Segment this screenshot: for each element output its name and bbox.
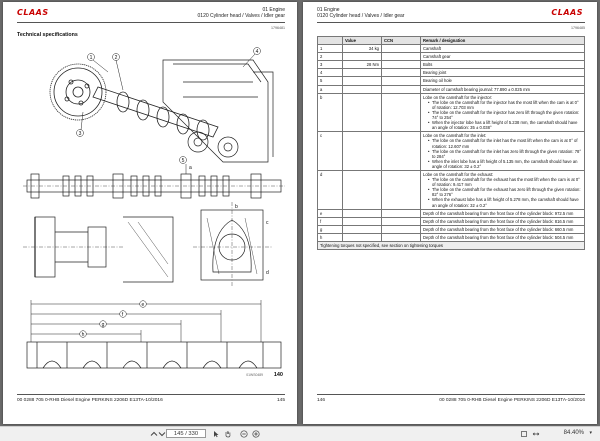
callout-c: c — [266, 220, 269, 226]
remark-text: Camshaft — [423, 46, 441, 52]
callout-f: f — [121, 311, 124, 318]
dimension-a — [186, 164, 192, 174]
table-row — [318, 53, 585, 61]
fit-width-button[interactable] — [532, 429, 540, 438]
camshaft-gear-drawing — [50, 64, 106, 120]
cell-value — [343, 85, 382, 93]
claas-logo: CLAAS — [17, 8, 49, 17]
zoom-level[interactable]: 84.40% — [563, 430, 584, 436]
page-number-bold: 140 — [273, 372, 283, 378]
remark-text: Lobe on the camshaft for the exhaust: — [423, 171, 494, 177]
remark-text: Depth of the camshaft bearing from the front face of the cylinder block: 972.5 mm — [423, 210, 574, 216]
cell-value — [343, 53, 382, 61]
cell-id: c — [318, 132, 343, 171]
table-row — [318, 233, 585, 241]
ref-code: 1796481 — [271, 26, 285, 30]
table-row — [318, 85, 585, 93]
footer-rule — [17, 394, 285, 395]
callout-1: 1 — [89, 54, 93, 61]
cell-remark — [421, 85, 585, 93]
cell-remark — [421, 225, 585, 233]
remark-bullets — [428, 138, 582, 169]
gear-section-view — [23, 217, 173, 282]
table-row — [318, 61, 585, 69]
camshaft-technical-drawing — [23, 42, 285, 372]
cell-value — [343, 132, 382, 171]
section-title: Technical specifications — [17, 32, 78, 38]
zoom-out-button[interactable] — [240, 429, 248, 438]
cell-remark — [421, 132, 585, 171]
remark-text: Bolts — [423, 62, 433, 68]
footer-rule — [317, 394, 585, 395]
footer-page-number: 146 — [317, 398, 326, 403]
arrow-down-icon — [158, 430, 166, 438]
table-row — [318, 93, 585, 132]
cell-value — [343, 209, 382, 217]
remark-bullet: • The lobe on the camshaft for the injector has the most lift when the cam is at 0° of rotation: 12.703 mm — [428, 100, 582, 110]
cam-lobe-profile — [193, 202, 273, 287]
cell-id: e — [318, 209, 343, 217]
drawing-callouts — [77, 48, 261, 164]
remark-bullet: • The lobe on the camshaft for the inlet has zero lift through the given rotation: 78° to 284° — [428, 149, 582, 159]
remark-bullet: • When the inlet lobe has a lift height of 5.135 mm, the camshaft should have an angle of rotation: 32 ± 0.2° — [428, 159, 582, 169]
callout-e: e — [141, 301, 145, 308]
depth-dimensions — [31, 300, 261, 342]
cell-remark — [421, 233, 585, 241]
cell-ccn — [382, 53, 421, 61]
cylinder-block-drawing — [163, 60, 273, 162]
cell-ccn — [382, 85, 421, 93]
cell-value — [343, 69, 382, 77]
spec-table — [317, 36, 585, 250]
lobe-callouts — [235, 204, 269, 276]
claas-logo: CLAAS — [551, 8, 583, 17]
header-rule — [317, 22, 585, 23]
cell-id: 3 — [318, 61, 343, 69]
cell-remark — [421, 217, 585, 225]
remark-text: Depth of the camshaft bearing from the front face of the cylinder block: 504.5 mm — [423, 234, 574, 240]
cell-value — [343, 77, 382, 85]
next-page-button[interactable] — [158, 429, 166, 438]
callout-5: 5 — [181, 157, 185, 164]
callout-2: 2 — [114, 54, 118, 61]
right-page-header — [317, 7, 404, 19]
col-value: Value — [343, 37, 382, 45]
cell-ccn — [382, 45, 421, 53]
cell-id: b — [318, 93, 343, 132]
callout-4: 4 — [255, 48, 259, 55]
fit-page-icon — [520, 430, 528, 438]
left-page-header — [198, 7, 285, 19]
depth-callouts — [80, 301, 147, 338]
cell-id: 1 — [318, 45, 343, 53]
cell-remark — [421, 69, 585, 77]
figure-ref: 01WS0489 — [246, 373, 263, 377]
cell-ccn — [382, 217, 421, 225]
table-row — [318, 209, 585, 217]
remark-text: Bearing oil hole — [423, 78, 452, 84]
cell-remark — [421, 77, 585, 85]
remark-bullet: • The lobe on the camshaft for the exhaust has the most lift when the cam is at 0° of rotation: 9.417 mm — [428, 177, 582, 187]
header-section: 0120 Cylinder head / Valves / Idler gear — [197, 13, 285, 20]
minus-circle-icon — [240, 430, 248, 438]
fit-width-icon — [532, 430, 540, 438]
header-section: 0120 Cylinder head / Valves / Idler gear — [317, 13, 405, 20]
prev-page-button[interactable] — [150, 429, 158, 438]
cell-id: h — [318, 233, 343, 241]
remark-bullet: • When the exhaust lobe has a lift height of 5.278 mm, the camshaft should have an angle of rotation: 32 ± 0.2° — [428, 197, 582, 207]
cell-ccn — [382, 132, 421, 171]
callout-g: g — [101, 321, 105, 328]
remark-bullet: • The lobe on the camshaft for the exhaust has zero lift through the given rotation: 82° to 276° — [428, 187, 582, 197]
cell-value: 34 kg — [343, 45, 382, 53]
footer-doc-id: 00 0288 705 0-RHB Diesel Engine PERKINS 2206D E13TA-10/2016 — [439, 398, 585, 403]
callout-h: h — [81, 331, 85, 338]
cell-ccn — [382, 209, 421, 217]
cell-id: f — [318, 217, 343, 225]
header-rule — [17, 22, 285, 23]
table-footer-note: Tightening torques not specified, see section on tightening torques — [318, 242, 585, 250]
cell-remark — [421, 209, 585, 217]
cell-id: a — [318, 85, 343, 93]
ref-code: 1796485 — [571, 26, 585, 30]
callout-3: 3 — [78, 130, 82, 137]
fit-page-button[interactable] — [520, 429, 528, 438]
table-row — [318, 225, 585, 233]
pointer-tool-button[interactable] — [212, 429, 220, 438]
remark-bullet: • The lobe on the camshaft for the inlet has the most lift when the cam is at 0° of rotation: 12.607 mm — [428, 138, 582, 148]
arrow-up-icon — [150, 430, 158, 438]
right-page — [303, 2, 597, 424]
page-number-input[interactable]: 145 / 330 — [166, 429, 206, 438]
left-page — [3, 2, 297, 424]
remark-text: Depth of the camshaft bearing from the front face of the cylinder block: 660.5 mm — [423, 226, 574, 232]
remark-text: Lobe on the camshaft for the inlet: — [423, 133, 487, 139]
header-chapter: 01 Engine — [262, 7, 285, 13]
table-row — [318, 132, 585, 171]
remark-text: Lobe on the camshaft for the injector: — [423, 94, 493, 100]
cell-ccn — [382, 233, 421, 241]
camshaft-side-view — [23, 174, 285, 198]
cell-value — [343, 170, 382, 209]
cell-remark — [421, 53, 585, 61]
cell-ccn — [382, 170, 421, 209]
cell-value — [343, 217, 382, 225]
remark-text: Diameter of camshaft bearing journal: 77.890 ± 0.025 mm — [423, 86, 531, 92]
remark-bullet: • The lobe on the camshaft for the injector has zero lift through the given rotation: 74° to 254° — [428, 110, 582, 120]
header-chapter: 01 Engine — [317, 7, 340, 13]
cylinder-block-bottom — [27, 342, 281, 368]
remark-bullets — [428, 100, 582, 131]
footer-page-number: 145 — [276, 398, 285, 403]
col-id — [318, 37, 343, 45]
col-remark: Remark / designation — [421, 37, 585, 45]
pdf-viewer-toolbar — [0, 426, 600, 441]
table-row — [318, 45, 585, 53]
col-ccn: CCN — [382, 37, 421, 45]
cell-value — [343, 93, 382, 132]
cell-id: 2 — [318, 53, 343, 61]
table-footer-row — [318, 242, 585, 250]
cell-value: 28 Nm — [343, 61, 382, 69]
remark-bullets — [428, 177, 582, 208]
cell-ccn — [382, 61, 421, 69]
cell-id: g — [318, 225, 343, 233]
cell-ccn — [382, 225, 421, 233]
table-row — [318, 77, 585, 85]
remark-text: Camshaft gear — [423, 54, 451, 60]
table-row — [318, 170, 585, 209]
cell-id: 5 — [318, 77, 343, 85]
cell-ccn — [382, 93, 421, 132]
cursor-icon — [212, 430, 220, 438]
cell-ccn — [382, 77, 421, 85]
cell-remark — [421, 61, 585, 69]
callout-a: a — [189, 165, 192, 171]
cell-value — [343, 233, 382, 241]
cell-id: 4 — [318, 69, 343, 77]
cell-ccn — [382, 69, 421, 77]
chevron-down-icon[interactable]: ▾ — [589, 430, 592, 436]
remark-text: Bearing joint — [423, 70, 447, 76]
table-row — [318, 69, 585, 77]
callout-d: d — [266, 270, 269, 276]
callout-b: b — [235, 204, 238, 210]
cell-value — [343, 225, 382, 233]
remark-text: Depth of the camshaft bearing from the front face of the cylinder block: 816.5 mm — [423, 218, 574, 224]
hand-icon — [224, 430, 232, 438]
remark-bullet: • When the injector lobe has a lift height of 5.238 mm, the camshaft should have an angle of rotation: 35 ± 0.038° — [428, 120, 582, 130]
cell-remark — [421, 45, 585, 53]
plus-circle-icon — [252, 430, 260, 438]
hand-tool-button[interactable] — [224, 429, 232, 438]
cell-remark — [421, 170, 585, 209]
zoom-in-button[interactable] — [252, 429, 260, 438]
footer-doc-id: 00 0288 705 0-RHB Diesel Engine PERKINS 2206D E13TA-10/2016 — [17, 398, 163, 403]
cell-remark — [421, 93, 585, 132]
table-row — [318, 217, 585, 225]
cell-id: d — [318, 170, 343, 209]
spec-table-header — [318, 37, 585, 45]
